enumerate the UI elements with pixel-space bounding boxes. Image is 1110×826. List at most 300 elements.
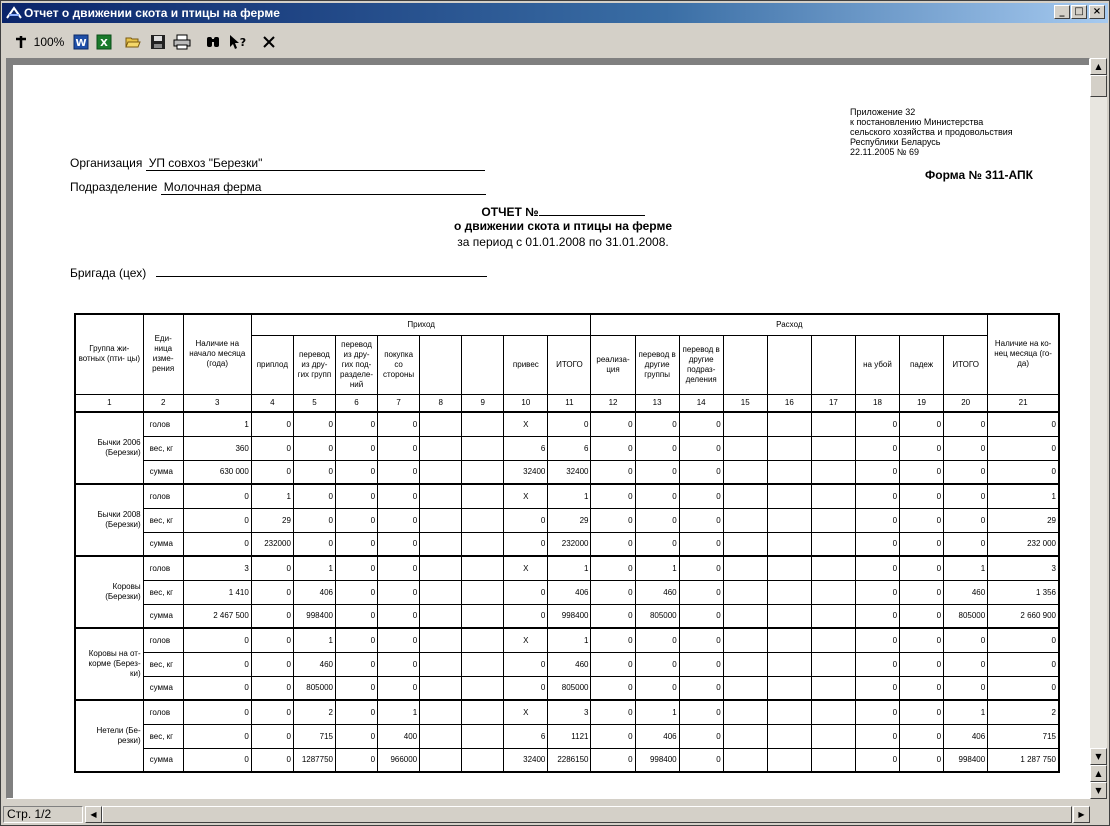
table-row: [75, 508, 1059, 532]
value-cell: 0: [335, 604, 377, 628]
hdr-c10: привес: [504, 335, 548, 394]
value-cell: 0: [679, 412, 723, 436]
value-cell: 998400: [548, 604, 591, 628]
value-cell: 0: [900, 436, 944, 460]
value-cell: 1 356: [988, 580, 1059, 604]
value-cell: [767, 412, 811, 436]
value-cell: 0: [679, 604, 723, 628]
column-number: 21: [988, 394, 1059, 412]
value-cell: [767, 508, 811, 532]
value-cell: 998400: [293, 604, 335, 628]
value-cell: 805000: [548, 676, 591, 700]
value-cell: [420, 604, 462, 628]
value-cell: [420, 460, 462, 484]
value-cell: 0: [591, 412, 635, 436]
value-cell: 1: [293, 628, 335, 652]
value-cell: 0: [988, 676, 1059, 700]
value-cell: [723, 580, 767, 604]
svg-text:X: X: [100, 38, 108, 49]
value-cell: [420, 436, 462, 460]
value-cell: [420, 508, 462, 532]
value-cell: 0: [335, 628, 377, 652]
open-folder-icon[interactable]: [124, 32, 142, 52]
hdr-c15: [723, 335, 767, 394]
value-cell: [811, 484, 855, 508]
value-cell: 0: [183, 676, 251, 700]
hdr-c6: перевод из дру- гих под- разделе- ний: [335, 335, 377, 394]
hdr-c5: перевод из дру- гих групп: [293, 335, 335, 394]
value-cell: 1287750: [293, 748, 335, 772]
column-number: 19: [900, 394, 944, 412]
value-cell: 0: [855, 508, 899, 532]
value-cell: [811, 676, 855, 700]
value-cell: 2 467 500: [183, 604, 251, 628]
value-cell: 0: [251, 748, 293, 772]
value-cell: 0: [293, 484, 335, 508]
scroll-left-button[interactable]: ◀: [85, 806, 102, 823]
value-cell: 406: [944, 724, 988, 748]
value-cell: 966000: [378, 748, 420, 772]
unit-cell: сумма: [143, 748, 183, 772]
value-cell: 0: [679, 580, 723, 604]
excel-export-icon[interactable]: [95, 32, 113, 52]
value-cell: 0: [855, 484, 899, 508]
value-cell: 0: [855, 652, 899, 676]
hdr-c7: покупка со стороны: [378, 335, 420, 394]
value-cell: [462, 556, 504, 580]
vertical-scrollbar[interactable]: [1090, 58, 1107, 799]
value-cell: 460: [944, 580, 988, 604]
value-cell: [723, 508, 767, 532]
table-body: [75, 412, 1059, 772]
value-cell: [811, 652, 855, 676]
value-cell: [420, 676, 462, 700]
value-cell: 805000: [293, 676, 335, 700]
save-icon[interactable]: [149, 32, 167, 52]
value-cell: [462, 532, 504, 556]
table-row: [75, 556, 1059, 580]
value-cell: 0: [988, 412, 1059, 436]
value-cell: 0: [591, 556, 635, 580]
value-cell: [462, 460, 504, 484]
unit-cell: сумма: [143, 460, 183, 484]
value-cell: 0: [591, 676, 635, 700]
value-cell: [462, 676, 504, 700]
hdr-income: Приход: [251, 314, 591, 335]
appendix-line: 22.11.2005 № 69: [850, 147, 920, 157]
column-number: 5: [293, 394, 335, 412]
column-number: 20: [944, 394, 988, 412]
column-number: 17: [811, 394, 855, 412]
value-cell: 0: [944, 436, 988, 460]
value-cell: [767, 604, 811, 628]
hdr-c11: ИТОГО: [548, 335, 591, 394]
unit-cell: сумма: [143, 604, 183, 628]
value-cell: 0: [378, 676, 420, 700]
value-cell: 0: [251, 460, 293, 484]
hdr-c14: перевод в другие подраз- деления: [679, 335, 723, 394]
column-number: 2: [143, 394, 183, 412]
value-cell: [462, 748, 504, 772]
value-cell: 0: [591, 628, 635, 652]
value-cell: 0: [988, 652, 1059, 676]
value-cell: 1: [293, 556, 335, 580]
report-number-label: ОТЧЕТ №: [481, 205, 539, 219]
value-cell: 0: [855, 748, 899, 772]
value-cell: 0: [335, 700, 377, 724]
value-cell: 1 287 750: [988, 748, 1059, 772]
value-cell: [767, 580, 811, 604]
value-cell: 0: [635, 412, 679, 436]
hdr-c9: [462, 335, 504, 394]
value-cell: [723, 460, 767, 484]
value-cell: 0: [378, 652, 420, 676]
value-cell: 0: [335, 652, 377, 676]
value-cell: 0: [944, 412, 988, 436]
unit-cell: вес, кг: [143, 652, 183, 676]
value-cell: [462, 580, 504, 604]
unit-cell: голов: [143, 412, 183, 436]
value-cell: [767, 724, 811, 748]
appendix-line: сельского хозяйства и продовольствия: [850, 127, 1013, 137]
value-cell: 0: [504, 652, 548, 676]
value-cell: 0: [335, 724, 377, 748]
table-row: [75, 700, 1059, 724]
value-cell: 400: [378, 724, 420, 748]
appendix-note: [850, 107, 1013, 157]
value-cell: Х: [504, 556, 548, 580]
value-cell: [767, 676, 811, 700]
value-cell: 0: [183, 508, 251, 532]
value-cell: 0: [378, 628, 420, 652]
value-cell: 998400: [944, 748, 988, 772]
value-cell: 0: [900, 508, 944, 532]
value-cell: 1: [635, 556, 679, 580]
column-number-row: [75, 394, 1059, 412]
hdr-c8: [420, 335, 462, 394]
value-cell: 6: [504, 436, 548, 460]
title-bar[interactable]: [2, 3, 1108, 23]
horizontal-scroll-thumb[interactable]: [102, 806, 1072, 823]
value-cell: 0: [591, 484, 635, 508]
value-cell: [723, 628, 767, 652]
table-row: [75, 748, 1059, 772]
value-cell: 0: [900, 460, 944, 484]
appendix-line: Республики Беларусь: [850, 137, 941, 147]
table-row: [75, 436, 1059, 460]
table-row: [75, 484, 1059, 508]
value-cell: [723, 676, 767, 700]
column-number: 6: [335, 394, 377, 412]
hdr-c4: приплод: [251, 335, 293, 394]
value-cell: 0: [944, 628, 988, 652]
column-number: 14: [679, 394, 723, 412]
value-cell: 0: [679, 484, 723, 508]
table-row: [75, 652, 1059, 676]
form-number: Форма № 311-АПК: [925, 168, 1033, 182]
app-icon: [6, 5, 22, 21]
value-cell: 0: [183, 700, 251, 724]
value-cell: 3: [988, 556, 1059, 580]
value-cell: 0: [293, 436, 335, 460]
zoom-level[interactable]: 100%: [33, 35, 65, 49]
value-cell: [420, 700, 462, 724]
hdr-start: Наличие на начало месяца (года): [183, 314, 251, 394]
unit-cell: вес, кг: [143, 508, 183, 532]
column-number: 15: [723, 394, 767, 412]
status-page: Стр. 1/2: [3, 806, 83, 823]
value-cell: 0: [293, 460, 335, 484]
value-cell: 0: [855, 700, 899, 724]
value-cell: [462, 484, 504, 508]
value-cell: 0: [378, 604, 420, 628]
word-export-icon[interactable]: [72, 32, 90, 52]
value-cell: [723, 748, 767, 772]
value-cell: [723, 604, 767, 628]
value-cell: [462, 628, 504, 652]
value-cell: 3: [548, 700, 591, 724]
value-cell: 0: [335, 676, 377, 700]
column-number: 4: [251, 394, 293, 412]
value-cell: [767, 460, 811, 484]
value-cell: [767, 532, 811, 556]
value-cell: 0: [988, 460, 1059, 484]
value-cell: 0: [944, 652, 988, 676]
value-cell: 0: [679, 748, 723, 772]
brigade-row: [70, 264, 487, 280]
print-icon[interactable]: [172, 32, 192, 52]
toolbar: [2, 27, 1108, 57]
value-cell: 0: [251, 412, 293, 436]
table-row: [75, 532, 1059, 556]
column-number: 11: [548, 394, 591, 412]
value-cell: [811, 748, 855, 772]
organization-value: УП совхоз "Березки": [146, 156, 485, 171]
scroll-right-button[interactable]: ▶: [1073, 806, 1090, 823]
value-cell: [462, 724, 504, 748]
value-cell: 0: [378, 460, 420, 484]
prev-page-button[interactable]: ▲: [1090, 765, 1107, 782]
column-number: 10: [504, 394, 548, 412]
value-cell: 0: [679, 724, 723, 748]
value-cell: 0: [504, 604, 548, 628]
column-number: 13: [635, 394, 679, 412]
hdr-end: Наличие на ко- нец месяца (го- да): [988, 314, 1059, 394]
column-number: 16: [767, 394, 811, 412]
value-cell: 2286150: [548, 748, 591, 772]
value-cell: 460: [635, 580, 679, 604]
value-cell: 0: [251, 628, 293, 652]
value-cell: 0: [635, 652, 679, 676]
value-cell: 406: [548, 580, 591, 604]
report-subtitle: о движении скота и птицы на ферме: [454, 219, 672, 233]
value-cell: 0: [504, 676, 548, 700]
value-cell: [811, 604, 855, 628]
value-cell: 2: [988, 700, 1059, 724]
value-cell: 0: [591, 532, 635, 556]
table-row: [75, 724, 1059, 748]
value-cell: 1: [183, 412, 251, 436]
value-cell: 29: [251, 508, 293, 532]
value-cell: 0: [548, 412, 591, 436]
value-cell: 0: [183, 484, 251, 508]
value-cell: 0: [378, 580, 420, 604]
find-icon[interactable]: [204, 32, 222, 52]
value-cell: 0: [944, 460, 988, 484]
value-cell: 0: [679, 628, 723, 652]
unit-cell: голов: [143, 556, 183, 580]
value-cell: 1: [548, 484, 591, 508]
close-report-icon[interactable]: [260, 32, 278, 52]
value-cell: 0: [944, 532, 988, 556]
value-cell: Х: [504, 412, 548, 436]
value-cell: [767, 748, 811, 772]
maximize-button[interactable]: □: [1071, 5, 1087, 19]
table-row: [75, 412, 1059, 436]
value-cell: [420, 556, 462, 580]
value-cell: 0: [679, 532, 723, 556]
value-cell: 406: [635, 724, 679, 748]
close-button[interactable]: ×: [1089, 5, 1105, 19]
value-cell: 0: [591, 460, 635, 484]
value-cell: [723, 556, 767, 580]
value-cell: 1: [635, 700, 679, 724]
value-cell: 1: [988, 484, 1059, 508]
value-cell: [462, 604, 504, 628]
value-cell: 29: [548, 508, 591, 532]
value-cell: 630 000: [183, 460, 251, 484]
hdr-unit: Еди- ница изме- рения: [143, 314, 183, 394]
organization-label: Организация: [70, 156, 143, 170]
value-cell: 460: [293, 652, 335, 676]
value-cell: [767, 436, 811, 460]
scroll-down-button[interactable]: ▼: [1090, 748, 1107, 765]
unit-cell: голов: [143, 628, 183, 652]
value-cell: [723, 436, 767, 460]
value-cell: 0: [335, 436, 377, 460]
unit-cell: голов: [143, 484, 183, 508]
value-cell: Х: [504, 628, 548, 652]
value-cell: [767, 484, 811, 508]
value-cell: Х: [504, 484, 548, 508]
hdr-c16: [767, 335, 811, 394]
value-cell: 360: [183, 436, 251, 460]
value-cell: 0: [251, 580, 293, 604]
value-cell: 0: [591, 700, 635, 724]
value-cell: 232000: [251, 532, 293, 556]
value-cell: 0: [251, 652, 293, 676]
next-page-button[interactable]: ▼: [1090, 782, 1107, 799]
value-cell: 0: [293, 412, 335, 436]
value-cell: [462, 700, 504, 724]
vertical-scroll-thumb[interactable]: [1090, 75, 1107, 97]
group-name: Коровы (Березки): [75, 556, 143, 628]
value-cell: [723, 484, 767, 508]
value-cell: 0: [378, 484, 420, 508]
value-cell: 0: [944, 676, 988, 700]
group-name: Бычки 2008 (Березки): [75, 484, 143, 556]
column-number: 12: [591, 394, 635, 412]
value-cell: 1: [548, 628, 591, 652]
value-cell: 0: [679, 700, 723, 724]
zoom-icon[interactable]: [12, 32, 30, 52]
value-cell: 0: [679, 508, 723, 532]
value-cell: 3: [183, 556, 251, 580]
value-cell: [462, 436, 504, 460]
table-row: [75, 628, 1059, 652]
report-page: [13, 65, 1090, 799]
value-cell: 0: [635, 508, 679, 532]
value-cell: 0: [900, 412, 944, 436]
value-cell: 32400: [548, 460, 591, 484]
value-cell: [811, 556, 855, 580]
value-cell: 0: [591, 508, 635, 532]
column-number: 7: [378, 394, 420, 412]
value-cell: 1 410: [183, 580, 251, 604]
value-cell: 0: [679, 652, 723, 676]
hdr-expense: Расход: [591, 314, 988, 335]
subdivision-label: Подразделение: [70, 180, 158, 194]
value-cell: 0: [378, 412, 420, 436]
value-cell: [420, 748, 462, 772]
brigade-value: [156, 264, 487, 277]
value-cell: 32400: [504, 460, 548, 484]
value-cell: 232 000: [988, 532, 1059, 556]
value-cell: 0: [504, 532, 548, 556]
value-cell: 0: [378, 532, 420, 556]
value-cell: 0: [900, 580, 944, 604]
hdr-c12: реализа- ция: [591, 335, 635, 394]
value-cell: [811, 412, 855, 436]
context-help-icon[interactable]: [227, 32, 249, 52]
value-cell: [723, 724, 767, 748]
hdr-c19: падеж: [900, 335, 944, 394]
value-cell: 0: [855, 628, 899, 652]
value-cell: [723, 532, 767, 556]
value-cell: 0: [900, 700, 944, 724]
value-cell: 0: [591, 436, 635, 460]
value-cell: 1121: [548, 724, 591, 748]
value-cell: 0: [251, 436, 293, 460]
value-cell: 0: [900, 676, 944, 700]
value-cell: 232000: [548, 532, 591, 556]
minimize-button[interactable]: _: [1054, 5, 1070, 19]
value-cell: 0: [900, 556, 944, 580]
value-cell: 2: [293, 700, 335, 724]
value-cell: 0: [504, 508, 548, 532]
group-name: Нетели (Бе- резки): [75, 700, 143, 772]
report-viewport[interactable]: [6, 58, 1090, 799]
value-cell: 0: [183, 628, 251, 652]
value-cell: 0: [335, 748, 377, 772]
value-cell: 715: [988, 724, 1059, 748]
value-cell: [723, 412, 767, 436]
scroll-up-button[interactable]: ▲: [1090, 58, 1107, 75]
value-cell: 0: [635, 676, 679, 700]
column-number: 8: [420, 394, 462, 412]
value-cell: 0: [988, 436, 1059, 460]
horizontal-scrollbar[interactable]: [85, 806, 1090, 823]
table-row: [75, 460, 1059, 484]
value-cell: 0: [378, 508, 420, 532]
value-cell: [811, 460, 855, 484]
svg-text:?: ?: [239, 36, 247, 49]
value-cell: [462, 652, 504, 676]
value-cell: 0: [635, 628, 679, 652]
value-cell: 0: [335, 508, 377, 532]
brigade-label: Бригада (цех): [70, 266, 147, 280]
value-cell: 0: [855, 460, 899, 484]
